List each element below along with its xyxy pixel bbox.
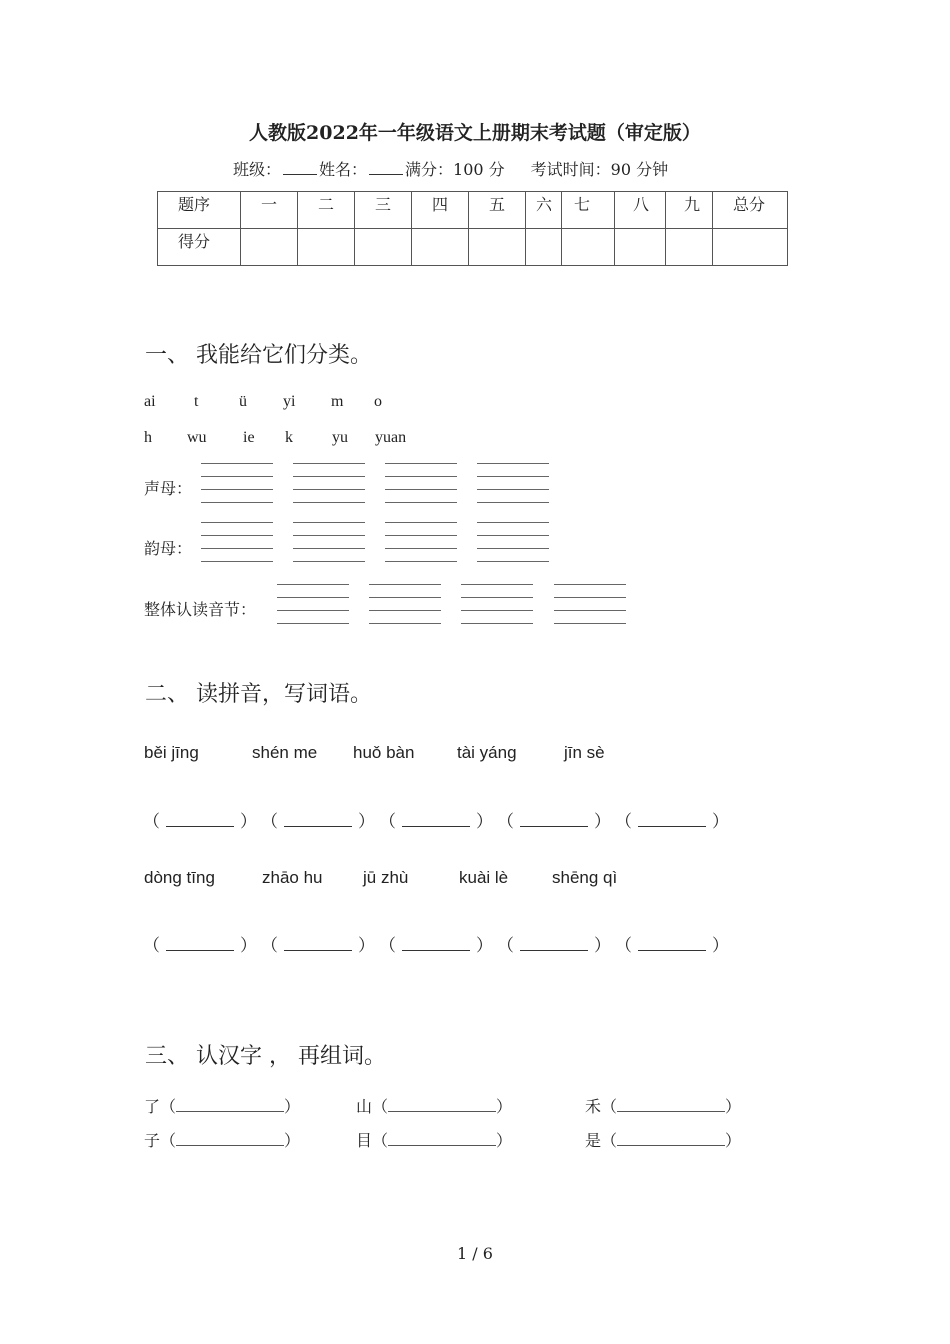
answer-box[interactable]: （ ）	[261, 812, 375, 831]
table-cell: 得分	[158, 229, 241, 266]
pinyin-word: běi jīng	[144, 743, 199, 762]
pinyin-row-2	[144, 429, 406, 447]
class-blank[interactable]	[283, 160, 317, 175]
table-cell: 题序	[158, 192, 241, 229]
pinyin-word: shén me	[252, 743, 318, 762]
answer-box[interactable]: （ ）	[379, 812, 493, 831]
score-table-header-row	[158, 192, 788, 229]
score-cell[interactable]	[355, 229, 412, 266]
answer-box[interactable]: （ ）	[615, 812, 729, 831]
pinyin-item: wu	[187, 429, 207, 446]
pinyin-item: ai	[144, 393, 156, 410]
word-item[interactable]: 是（ ）	[585, 1131, 742, 1150]
pinyin-words-row-2	[144, 868, 617, 888]
pinyin-word: tài yáng	[457, 743, 517, 762]
score-cell[interactable]	[562, 229, 615, 266]
section1-heading: 一、 我能给它们分类。	[145, 343, 372, 368]
word-item[interactable]: 山（ ）	[356, 1097, 513, 1116]
table-cell: 总分	[713, 192, 788, 229]
yunmu-label: 韵母：	[144, 539, 193, 558]
score-table	[157, 191, 788, 266]
pinyin-word: dòng tīng	[144, 868, 215, 887]
table-cell: 三	[355, 192, 412, 229]
score-cell[interactable]	[469, 229, 526, 266]
pinyin-word: jū zhù	[363, 868, 409, 887]
pinyin-item: ie	[243, 429, 255, 446]
pinyin-item: t	[194, 393, 199, 410]
answer-box[interactable]: （ ）	[497, 812, 611, 831]
pinyin-word: jīn sè	[564, 743, 605, 762]
page-title: 人教版2022年一年级语文上册期末考试题（审定版）	[249, 122, 701, 144]
score-cell[interactable]	[713, 229, 788, 266]
pinyin-word: zhāo hu	[262, 868, 323, 887]
full-score: 满分：100 分	[405, 160, 505, 179]
score-cell[interactable]	[241, 229, 298, 266]
pinyin-item: h	[144, 429, 152, 446]
zhengti-label: 整体认读音节：	[144, 600, 257, 619]
table-cell: 六	[526, 192, 562, 229]
answer-box[interactable]: （ ）	[497, 936, 611, 955]
shengmu-label: 声母：	[144, 479, 193, 498]
pinyin-row-1	[144, 393, 382, 411]
exam-time: 考试时间：90 分钟	[530, 160, 669, 179]
answer-box[interactable]: （ ）	[143, 936, 257, 955]
score-cell[interactable]	[412, 229, 469, 266]
word-item[interactable]: 目（ ）	[356, 1131, 513, 1150]
table-cell: 七	[562, 192, 615, 229]
word-item[interactable]: 了（ ）	[144, 1097, 301, 1116]
pinyin-word: kuài lè	[459, 868, 509, 887]
word-row-1	[144, 1094, 741, 1117]
pinyin-item: yi	[283, 393, 296, 410]
pinyin-word: huǒ bàn	[353, 743, 415, 762]
pinyin-words-row-1	[144, 743, 605, 763]
section3-heading: 三、 认汉字 ， 再组词。	[145, 1044, 386, 1069]
answer-box[interactable]: （ ）	[379, 936, 493, 955]
pinyin-item: yuan	[375, 429, 407, 446]
pinyin-item: m	[331, 393, 344, 410]
table-cell: 一	[241, 192, 298, 229]
table-cell: 五	[469, 192, 526, 229]
score-cell[interactable]	[298, 229, 355, 266]
word-row-2	[144, 1128, 741, 1151]
class-label: 班级：	[233, 160, 282, 179]
pinyin-item: yu	[332, 429, 348, 446]
table-cell: 八	[615, 192, 666, 229]
pinyin-item: ü	[239, 393, 247, 410]
table-cell: 九	[666, 192, 713, 229]
pinyin-item: o	[374, 393, 382, 410]
answer-box[interactable]: （ ）	[261, 936, 375, 955]
exam-info	[233, 157, 668, 180]
score-cell[interactable]	[666, 229, 713, 266]
name-blank[interactable]	[369, 160, 403, 175]
answer-row-2	[143, 931, 729, 956]
word-item[interactable]: 子（ ）	[144, 1131, 301, 1150]
answer-box[interactable]: （ ）	[143, 812, 257, 831]
answer-box[interactable]: （ ）	[615, 936, 729, 955]
score-cell[interactable]	[615, 229, 666, 266]
word-item[interactable]: 禾（ ）	[585, 1097, 742, 1116]
name-label: 姓名：	[319, 160, 368, 179]
answer-row-1	[143, 807, 729, 832]
pinyin-word: shēng qì	[552, 868, 618, 887]
table-cell: 四	[412, 192, 469, 229]
table-cell: 二	[298, 192, 355, 229]
pinyin-item: k	[285, 429, 293, 446]
score-table-score-row	[158, 229, 788, 266]
section2-heading: 二、 读拼音，写词语。	[145, 682, 372, 707]
score-cell[interactable]	[526, 229, 562, 266]
page-number: 1 / 6	[457, 1244, 493, 1263]
